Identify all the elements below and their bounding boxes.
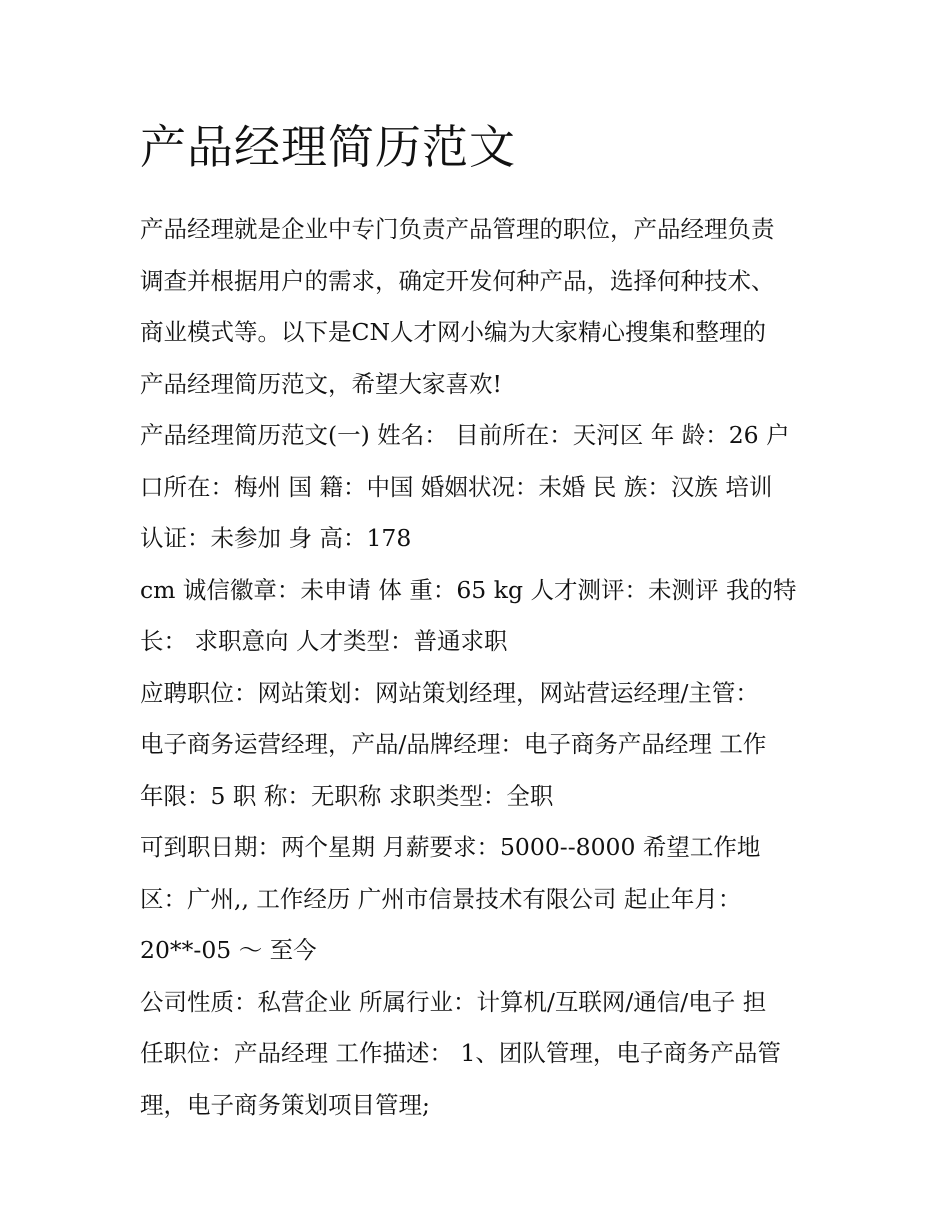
text-line: 可到职日期：两个星期 月薪要求：5000--8000 希望工作地	[140, 833, 761, 861]
text-line: 区：广州,, 工作经历 广州市信景技术有限公司 起止年月：	[140, 884, 742, 913]
document-title: 产品经理简历范文	[140, 120, 516, 174]
text-line: 产品经理就是企业中专门负责产品管理的职位，产品经理负责	[140, 215, 775, 243]
document-body	[140, 112, 820, 1131]
paragraph-availability	[140, 822, 820, 977]
paragraph-job-intent	[140, 668, 820, 823]
text-line: cm 诚信徽章：未申请 体 重：65 kg 人才测评：未测评 我的特	[140, 575, 797, 604]
text-line: 调查并根据用户的需求，确定开发何种产品，选择何种技术、	[140, 266, 775, 295]
paragraph-intro	[140, 204, 820, 410]
paragraph-work-experience	[140, 977, 820, 1132]
text-line: 长： 求职意向 人才类型：普通求职	[140, 627, 508, 655]
text-line: 20**-05 ～ 至今	[140, 936, 317, 964]
paragraph-basic-info	[140, 410, 820, 565]
text-line: 年限：5 职 称：无职称 求职类型：全职	[140, 781, 554, 810]
text-line: 电子商务运营经理，产品/品牌经理：电子商务产品经理 工作	[140, 730, 767, 758]
text-line: 认证：未参加 身 高：178	[140, 524, 412, 552]
paragraph-physical-info	[140, 565, 820, 668]
text-line: 口所在：梅州 国 籍：中国 婚姻状况：未婚 民 族：汉族 培训	[140, 472, 773, 501]
text-line: 应聘职位：网站策划：网站策划经理，网站营运经理/主管：	[140, 678, 759, 707]
text-line: 任职位：产品经理 工作描述： 1、团队管理，电子商务产品管	[140, 1039, 781, 1067]
text-line: 产品经理简历范文(一) 姓名： 目前所在：天河区 年 龄：26 户	[140, 421, 790, 449]
text-line: 公司性质：私营企业 所属行业：计算机/互联网/通信/电子 担	[140, 987, 767, 1016]
text-line: 产品经理简历范文，希望大家喜欢!	[140, 369, 502, 398]
text-line: 理，电子商务策划项目管理;	[140, 1090, 430, 1119]
text-line: 商业模式等。以下是CN人才网小编为大家精心搜集和整理的	[140, 318, 767, 346]
